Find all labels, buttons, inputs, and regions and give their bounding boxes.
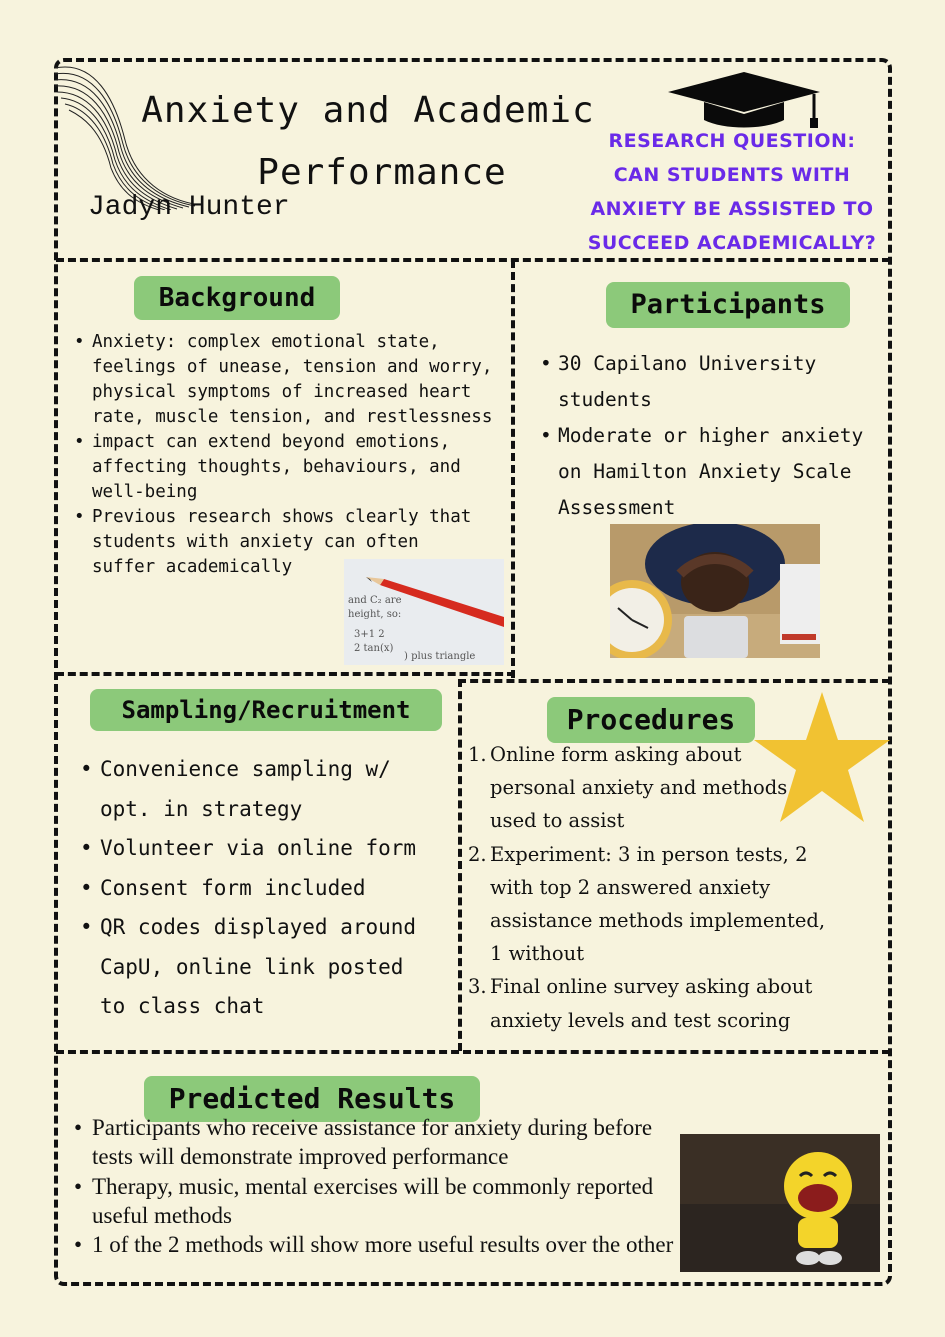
list-item: • Consent form included xyxy=(80,869,440,909)
procedures-heading: Procedures xyxy=(547,697,755,743)
list-item: • 1 of the 2 methods will show more useful results over the other xyxy=(74,1230,692,1259)
list-item: • Participants who receive assistance for anxiety during before tests will demonstrate improved performance xyxy=(74,1113,684,1172)
list-item xyxy=(468,970,835,1036)
list-number: 2. xyxy=(468,842,487,866)
list-item: • Anxiety: complex emotional state, feelings of unease, tension and worry, physical symptoms of increased heart rate, muscle tension, and restlessness xyxy=(74,330,494,430)
list-item: • Previous research shows clearly that students with anxiety can often suffer academically xyxy=(74,505,492,580)
list-item: • Volunteer via online form xyxy=(80,829,440,869)
divider-bottom xyxy=(56,1050,890,1054)
list-item: • 30 Capilano University students xyxy=(540,346,838,418)
predicted-heading: Predicted Results xyxy=(144,1076,480,1122)
divider-left-mid xyxy=(56,672,515,676)
list-item: • Therapy, music, mental exercises will be commonly reported useful methods xyxy=(74,1172,672,1231)
divider-vertical-mid xyxy=(458,679,462,1051)
svg-text:height, so:: height, so: xyxy=(348,609,402,620)
svg-text:3+1 2: 3+1 2 xyxy=(354,629,385,640)
procedures-list xyxy=(468,738,828,1037)
list-number: 1. xyxy=(468,743,487,766)
list-item xyxy=(468,738,790,838)
title-line-2: Performance xyxy=(257,152,507,193)
poster-title xyxy=(88,80,648,204)
divider-right-mid xyxy=(458,679,890,683)
list-number: 3. xyxy=(468,975,487,999)
predicted-list xyxy=(74,1113,684,1259)
divider-vertical-top xyxy=(511,260,515,678)
stressed-student-photo xyxy=(610,524,820,658)
happy-smiley-toy-photo xyxy=(680,1134,880,1272)
svg-text:2 tan(x): 2 tan(x) xyxy=(354,643,394,654)
research-question: RESEARCH QUESTION: CAN STUDENTS WITH ANXIETY BE ASSISTED TO SUCCEED ACADEMICALLY? xyxy=(587,130,877,254)
svg-text:and C₂ are: and C₂ are xyxy=(348,595,402,606)
list-item: • Moderate or higher anxiety on Hamilton Anxiety Scale Assessment xyxy=(540,418,870,526)
list-item: • Convenience sampling w/ opt. in strategy xyxy=(80,750,400,829)
list-text: Online form asking about personal anxiety and methods used to assist xyxy=(490,743,788,833)
author-name: Jadyn Hunter xyxy=(88,192,290,223)
list-item xyxy=(468,838,835,971)
list-text: Final online survey asking about anxiety levels and test scoring xyxy=(490,975,813,1032)
math-paper-pencil-photo xyxy=(344,559,504,665)
graduation-cap-icon xyxy=(664,68,824,132)
list-item: • impact can extend beyond emotions, affecting thoughts, behaviours, and well-being xyxy=(74,430,494,505)
participants-list xyxy=(540,346,870,526)
sampling-list xyxy=(80,750,440,1027)
sampling-heading: Sampling/Recruitment xyxy=(90,689,442,731)
background-heading: Background xyxy=(134,276,340,320)
list-text: Experiment: 3 in person tests, 2 with top 2 answered anxiety assistance methods implemented, 1 without xyxy=(490,842,826,966)
title-line-1: Anxiety and Academic xyxy=(141,90,595,131)
participants-heading: Participants xyxy=(606,282,850,328)
list-item: • QR codes displayed around CapU, online link posted to class chat xyxy=(80,908,420,1027)
svg-text:) plus triangle: ) plus triangle xyxy=(404,651,476,662)
background-list xyxy=(74,330,494,580)
